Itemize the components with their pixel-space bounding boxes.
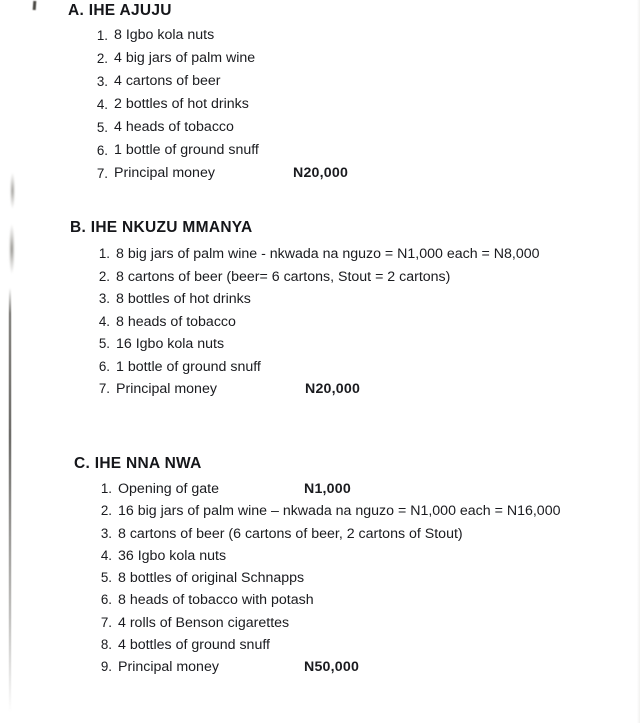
- list-item: [88, 93, 640, 116]
- list-item: [90, 311, 640, 334]
- list-item: [88, 70, 640, 93]
- list-item: [92, 500, 640, 522]
- list-item: [90, 243, 640, 266]
- item-number: 7.: [98, 381, 110, 396]
- item-number: 5.: [96, 120, 108, 135]
- list-item: [92, 634, 640, 656]
- list-item: [92, 612, 640, 634]
- item-number: 7.: [100, 614, 112, 630]
- list-item: [92, 545, 640, 567]
- item-text: 8 cartons of beer (6 cartons of beer, 2 cartons of Stout): [118, 525, 463, 542]
- list-item: [92, 589, 640, 611]
- item-text: Principal money: [114, 165, 215, 181]
- list-item: [90, 333, 640, 356]
- item-text: 8 heads of tobacco: [116, 313, 236, 330]
- item-number: 9.: [100, 659, 112, 675]
- list-item: [92, 523, 640, 545]
- item-text: 16 big jars of palm wine – nkwada na nguzo = N1,000 each = N16,000: [118, 503, 561, 520]
- item-number: 4.: [98, 313, 110, 329]
- list-item: [90, 266, 640, 289]
- list-item: [92, 567, 640, 589]
- item-text: 8 Igbo kola nuts: [114, 27, 215, 43]
- section-ihe-nkuzu-mmanya: [0, 219, 640, 401]
- section-c-title: C. IHE NNA NWA: [74, 455, 202, 472]
- item-number: 3.: [100, 525, 112, 541]
- item-text: 4 big jars of palm wine: [114, 50, 256, 66]
- item-number: 1.: [96, 28, 108, 43]
- item-number: 3.: [96, 74, 108, 89]
- item-text: Principal money: [118, 659, 219, 676]
- section-ihe-nna-nwa: [0, 455, 640, 679]
- item-number: 6.: [100, 592, 112, 608]
- item-text: Principal money: [116, 381, 217, 397]
- item-text: 16 Igbo kola nuts: [116, 336, 225, 352]
- item-number: 6.: [98, 358, 110, 374]
- item-number: 4.: [96, 97, 108, 112]
- list-item: [92, 478, 640, 500]
- section-a-item-list: [88, 24, 640, 185]
- list-item: [90, 378, 640, 401]
- list-item: [88, 47, 640, 70]
- list-item: [88, 24, 640, 47]
- item-number: 7.: [96, 166, 108, 181]
- list-item: [88, 162, 640, 185]
- item-number: 2.: [96, 51, 108, 66]
- item-amount: N1,000: [304, 481, 351, 497]
- section-c-item-list: [92, 478, 640, 679]
- item-number: 6.: [96, 143, 108, 158]
- item-number: 1.: [98, 246, 110, 261]
- item-text: Opening of gate: [118, 481, 219, 497]
- item-amount: N20,000: [305, 381, 361, 397]
- item-number: 1.: [100, 481, 112, 496]
- item-text: 2 bottles of hot drinks: [114, 96, 249, 112]
- item-number: 4.: [100, 547, 112, 563]
- item-number: 2.: [100, 503, 112, 519]
- list-item: [88, 116, 640, 139]
- item-number: 5.: [98, 336, 110, 351]
- item-number: 2.: [98, 268, 110, 284]
- item-text: 8 bottles of original Schnapps: [118, 570, 305, 587]
- item-text: 4 bottles of ground snuff: [118, 637, 270, 654]
- item-amount: N50,000: [304, 659, 360, 676]
- item-text: 4 heads of tobacco: [114, 119, 234, 135]
- item-number: 5.: [100, 570, 112, 586]
- list-item: [90, 288, 640, 311]
- item-text: 36 Igbo kola nuts: [118, 547, 227, 564]
- item-number: 3.: [98, 291, 110, 306]
- item-text: 8 bottles of hot drinks: [116, 291, 251, 307]
- item-number: 8.: [100, 637, 112, 653]
- item-text: 1 bottle of ground snuff: [116, 358, 261, 375]
- section-a-title: A. IHE AJUJU: [68, 2, 172, 19]
- section-b-title: B. IHE NKUZU MMANYA: [70, 219, 253, 236]
- item-text: 8 cartons of beer (beer= 6 cartons, Stout = 2 cartons): [116, 268, 451, 285]
- section-ihe-ajuju: [0, 2, 640, 185]
- section-b-item-list: [90, 243, 640, 401]
- item-text: 1 bottle of ground snuff: [114, 142, 259, 158]
- item-text: 8 heads of tobacco with potash: [118, 592, 314, 609]
- item-text: 8 big jars of palm wine - nkwada na nguzo = N1,000 each = N8,000: [116, 246, 540, 262]
- item-text: 4 rolls of Benson cigarettes: [118, 614, 290, 631]
- list-item: [92, 656, 640, 678]
- list-item: [88, 139, 640, 162]
- item-amount: N20,000: [293, 165, 349, 181]
- list-item: [90, 356, 640, 379]
- item-text: 4 cartons of beer: [114, 73, 221, 89]
